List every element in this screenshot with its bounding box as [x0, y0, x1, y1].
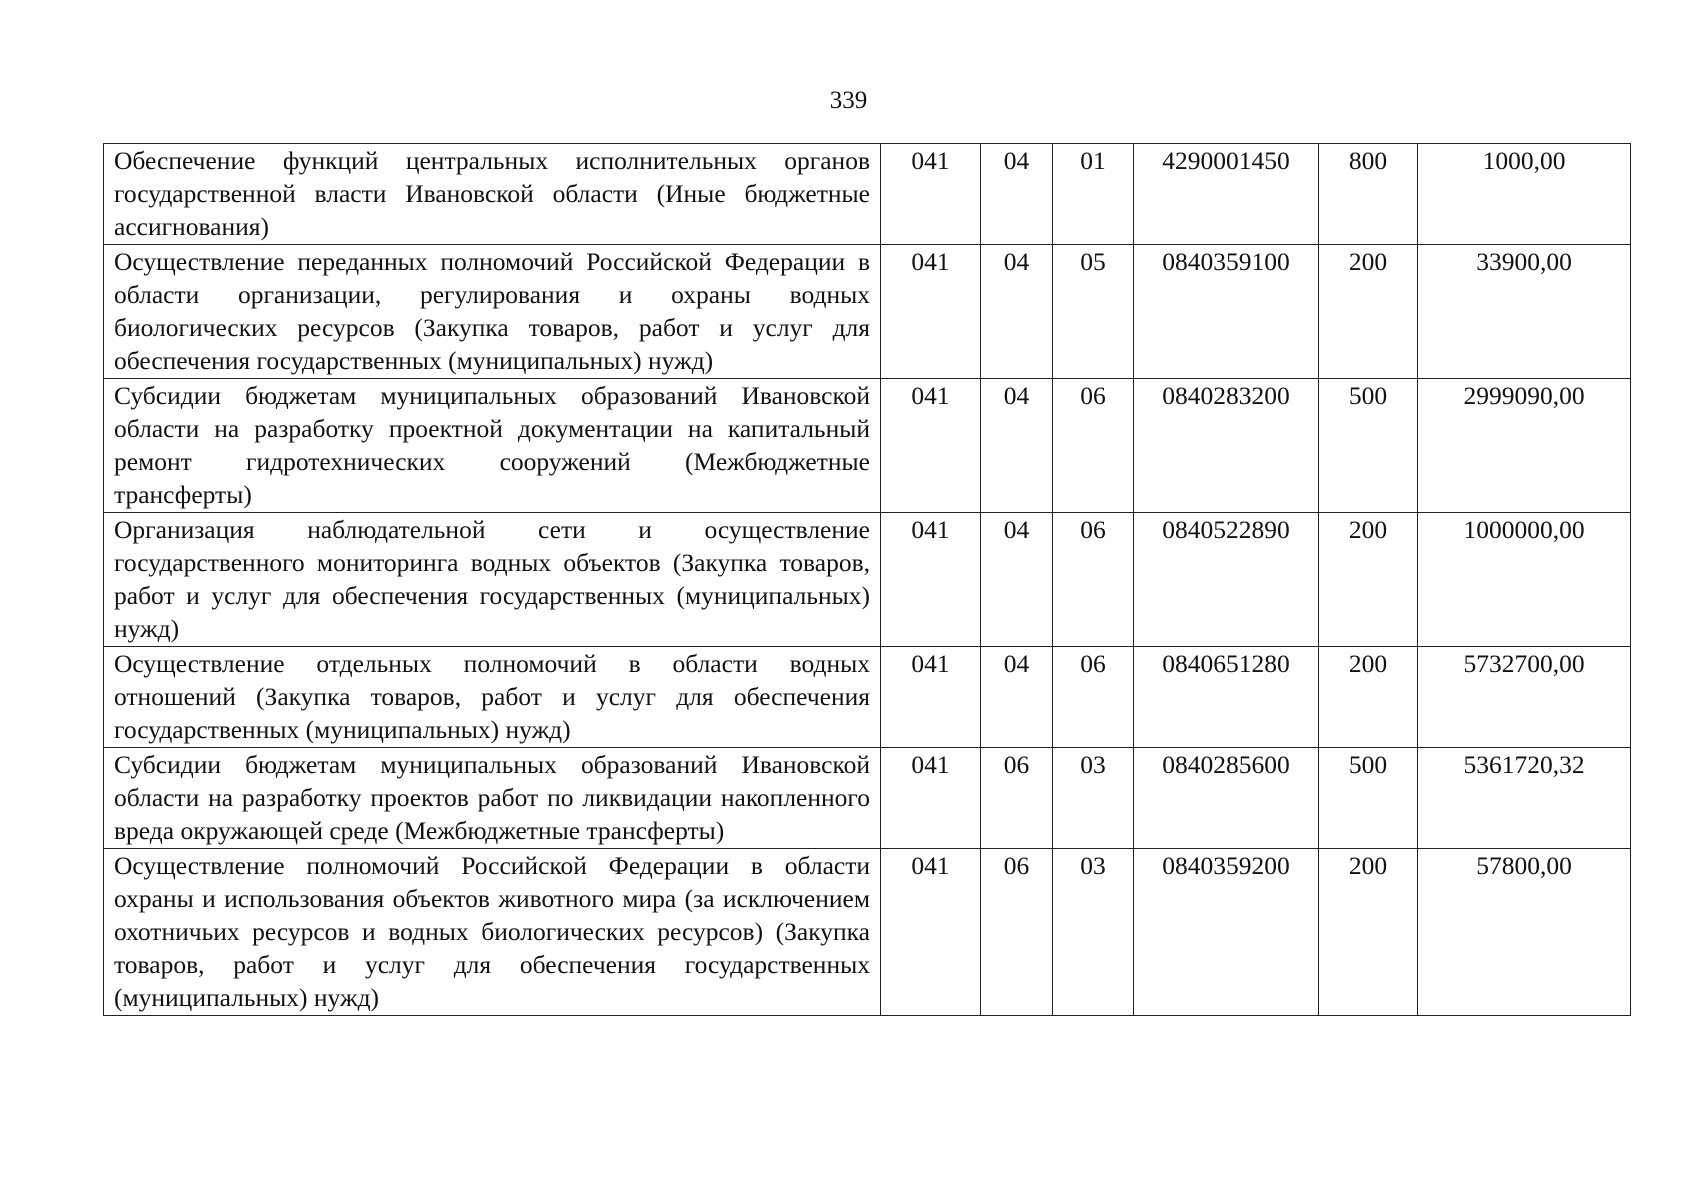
row-description: Субсидии бюджетам муниципальных образований Ивановской области на разработку проектной документации на капитальный ремонт гидротехнических сооружений (Межбюджетные трансферты): [104, 379, 881, 513]
row-rz-code: 04: [981, 513, 1053, 647]
row-sum: 1000,00: [1418, 144, 1631, 245]
row-pr-code: 03: [1053, 748, 1134, 849]
page-number: 339: [829, 87, 868, 114]
row-rz-code: 06: [981, 748, 1053, 849]
table-row: [104, 513, 1631, 647]
row-vr-code: 200: [1319, 513, 1418, 647]
row-rz-code: 04: [981, 379, 1053, 513]
table-row: [104, 647, 1631, 748]
row-gr-code: 041: [881, 748, 981, 849]
row-description: Осуществление полномочий Российской Федерации в области охраны и использования объектов животного мира (за исключением охотничьих ресурсов и водных биологических ресурсов) (Закупка товаров, работ и услуг для обеспечения государственных (муниципальных) нужд): [104, 849, 881, 1016]
table-row: [104, 245, 1631, 379]
budget-table: [103, 143, 1631, 1016]
row-gr-code: 041: [881, 849, 981, 1016]
row-description: Осуществление отдельных полномочий в области водных отношений (Закупка товаров, работ и услуг для обеспечения государственных (муниципальных) нужд): [104, 647, 881, 748]
row-vr-code: 800: [1319, 144, 1418, 245]
row-vr-code: 200: [1319, 647, 1418, 748]
row-sum: 5732700,00: [1418, 647, 1631, 748]
row-csr-code: 0840283200: [1134, 379, 1319, 513]
row-csr-code: 0840359100: [1134, 245, 1319, 379]
row-rz-code: 04: [981, 245, 1053, 379]
row-vr-code: 200: [1319, 245, 1418, 379]
row-description: Обеспечение функций центральных исполнительных органов государственной власти Ивановской области (Иные бюджетные ассигнования): [104, 144, 881, 245]
row-gr-code: 041: [881, 245, 981, 379]
row-vr-code: 500: [1319, 379, 1418, 513]
row-rz-code: 04: [981, 647, 1053, 748]
row-description: Субсидии бюджетам муниципальных образований Ивановской области на разработку проектов работ по ликвидации накопленного вреда окружающей среде (Межбюджетные трансферты): [104, 748, 881, 849]
row-vr-code: 200: [1319, 849, 1418, 1016]
row-gr-code: 041: [881, 379, 981, 513]
row-csr-code: 4290001450: [1134, 144, 1319, 245]
row-vr-code: 500: [1319, 748, 1418, 849]
row-description: Организация наблюдательной сети и осуществление государственного мониторинга водных объектов (Закупка товаров, работ и услуг для обеспечения государственных (муниципальных) нужд): [104, 513, 881, 647]
row-pr-code: 06: [1053, 647, 1134, 748]
row-pr-code: 06: [1053, 379, 1134, 513]
row-gr-code: 041: [881, 647, 981, 748]
row-csr-code: 0840285600: [1134, 748, 1319, 849]
table-row: [104, 144, 1631, 245]
row-sum: 33900,00: [1418, 245, 1631, 379]
row-rz-code: 06: [981, 849, 1053, 1016]
row-pr-code: 01: [1053, 144, 1134, 245]
table-row: [104, 748, 1631, 849]
table-row: [104, 849, 1631, 1016]
row-sum: 2999090,00: [1418, 379, 1631, 513]
row-sum: 1000000,00: [1418, 513, 1631, 647]
row-description: Осуществление переданных полномочий Российской Федерации в области организации, регулирования и охраны водных биологических ресурсов (Закупка товаров, работ и услуг для обеспечения государственных (муниципальных) нужд): [104, 245, 881, 379]
row-csr-code: 0840359200: [1134, 849, 1319, 1016]
table-row: [104, 379, 1631, 513]
row-pr-code: 05: [1053, 245, 1134, 379]
row-rz-code: 04: [981, 144, 1053, 245]
row-csr-code: 0840522890: [1134, 513, 1319, 647]
row-gr-code: 041: [881, 513, 981, 647]
row-gr-code: 041: [881, 144, 981, 245]
row-pr-code: 03: [1053, 849, 1134, 1016]
row-sum: 5361720,32: [1418, 748, 1631, 849]
row-csr-code: 0840651280: [1134, 647, 1319, 748]
row-sum: 57800,00: [1418, 849, 1631, 1016]
row-pr-code: 06: [1053, 513, 1134, 647]
